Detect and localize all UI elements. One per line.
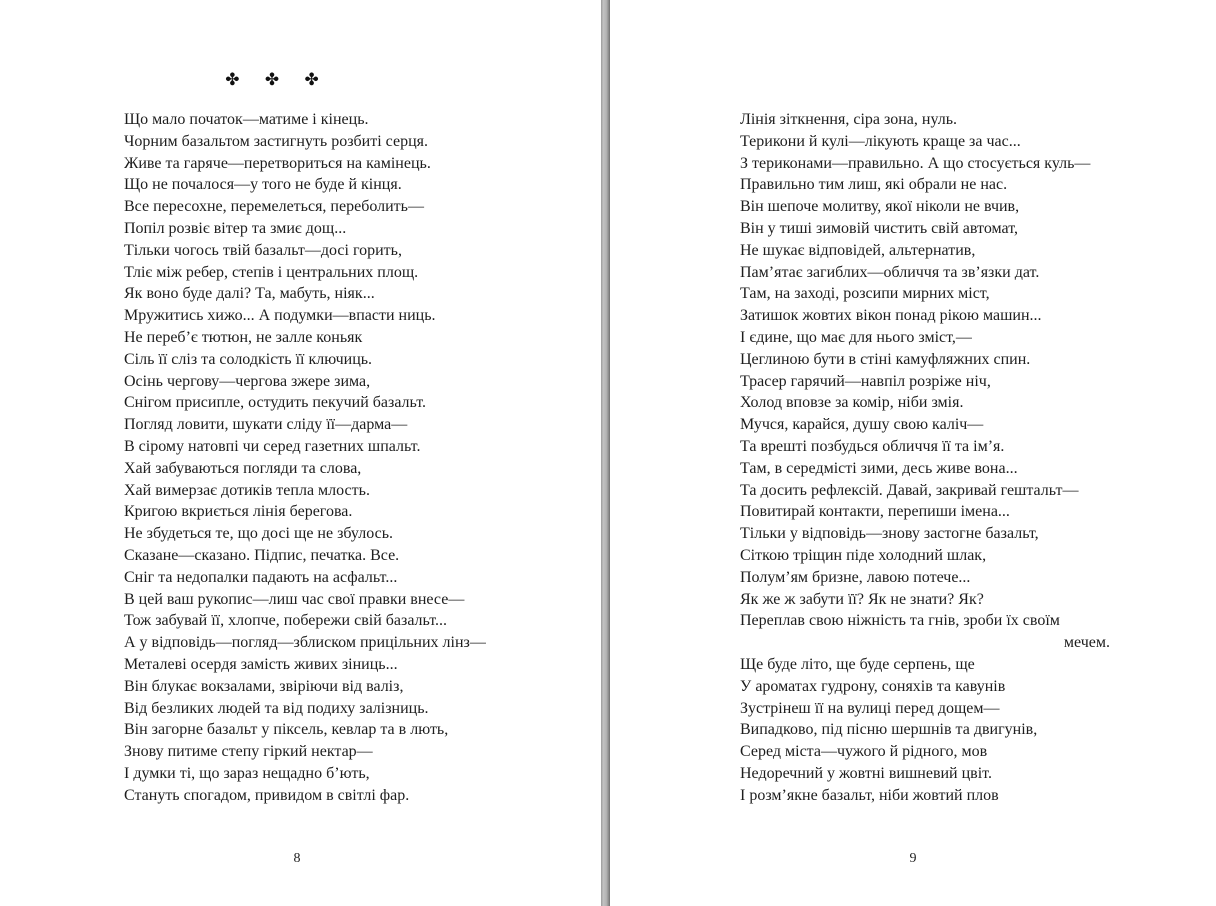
poem-line: І думки ті, що зараз нещадно б’ють,: [124, 764, 370, 782]
poem-line: Тільки у відповідь—знову застогне базальт,: [740, 525, 1039, 543]
poem-line: Він загорне базальт у піксель, кевлар та в лють,: [124, 721, 449, 739]
poem-line: Тільки чогось твій базальт—досі горить,: [124, 241, 402, 259]
poem-line: Пам’ятає загиблих—обличчя та зв’язки дат.: [740, 263, 1040, 281]
poem-line: Сніг та недопалки падають на асфальт...: [124, 568, 398, 586]
poem-line: Як воно буде далі? Та, мабуть, ніяк...: [124, 285, 375, 303]
poem-line: В цей ваш рукопис—лиш час свої правки внесе—: [124, 590, 465, 608]
poem-line: З териконами—правильно. А що стосується куль—: [740, 154, 1091, 172]
poem-text-right: [740, 109, 1110, 807]
poem-line: Снігом присипле, остудить пекучий базальт.: [124, 394, 427, 412]
poem-line: Там, в середмісті зими, десь живе вона...: [740, 459, 1018, 477]
poem-line: Недоречний у жовтні вишневий цвіт.: [740, 764, 992, 782]
poem-line: Холод вповзе за комір, ніби змія.: [740, 394, 964, 412]
poem-line: Там, на заході, розсипи мирних міст,: [740, 285, 990, 303]
poem-line: Цеглиною бути в стіні камуфляжних спин.: [740, 350, 1031, 368]
poem-line: Сіткою тріщин піде холодний шлак,: [740, 546, 987, 564]
poem-text-left: [124, 109, 524, 807]
poem-line: Не збудеться те, що досі ще не збулось.: [124, 525, 394, 543]
poem-line: Правильно тим лиш, які обрали не нас.: [740, 176, 1008, 194]
poem-line: Сказане—сказано. Підпис, печатка. Все.: [124, 546, 400, 564]
poem-line: Терикони й кулі—лікують краще за час...: [740, 132, 1021, 150]
poem-line: Не переб’є тютюн, не залле коньяк: [124, 328, 363, 346]
poem-line: А у відповідь—погляд—зблиском прицільних лінз—: [124, 634, 486, 652]
poem-line: Кригою вкриється лінія берегова.: [124, 503, 353, 521]
poem-line: Попіл розвіє вітер та змиє дощ...: [124, 219, 347, 237]
poem-line: Металеві осердя замість живих зіниць...: [124, 655, 398, 673]
poem-line: Чорним базальтом застигнуть розбиті серця.: [124, 132, 428, 150]
poem-line: Хай забуваються погляди та слова,: [124, 459, 362, 477]
poem-line: І єдине, що має для нього зміст,—: [740, 328, 972, 346]
poem-line: Знову питиме степу гіркий нектар—: [124, 743, 373, 761]
poem-line: Трасер гарячий—навпіл розріже ніч,: [740, 372, 991, 390]
poem-line: Лінія зіткнення, сіра зона, нуль.: [740, 111, 958, 128]
poem-line: Хай вимерзає дотиків тепла млость.: [124, 481, 370, 499]
poem-line: Ще буде літо, ще буде серпень, ще: [740, 655, 975, 673]
poem-line: Мружитись хижо... А подумки—впасти ниць.: [124, 307, 436, 325]
poem-line: Як же ж забути її? Як не знати? Як?: [740, 590, 984, 608]
page-left: [0, 0, 602, 906]
poem-line: Що не почалося—у того не буде й кінця.: [124, 176, 402, 194]
poem-line: Та врешті позбудься обличчя її та ім’я.: [740, 437, 1005, 455]
page-number-left: 8: [293, 851, 301, 866]
page-right: [610, 0, 1216, 906]
poem-line: Повитирай контакти, перепиши імена...: [740, 503, 1010, 521]
poem-line: Полум’ям бризне, лавою потече...: [740, 568, 971, 586]
poem-line: Затишок жовтих вікон понад рікою машин...: [740, 307, 1042, 325]
poem-line: Зустрінеш її на вулиці перед дощем—: [740, 699, 1000, 717]
poem-line: Живе та гаряче—перетвориться на камінець.: [124, 154, 431, 172]
poem-line: Стануть спогадом, привидом в світлі фар.: [124, 786, 410, 804]
poem-line: Що мало початок—матиме і кінець.: [124, 111, 369, 128]
page-number-right: 9: [909, 851, 917, 866]
poem-line: Він у тиші зимовій чистить свій автомат,: [740, 219, 1019, 237]
poem-line: Тож забувай її, хлопче, побережи свій базальт...: [124, 612, 448, 630]
poem-line: мечем.: [1063, 634, 1110, 652]
poem-line: Він блукає вокзалами, звіріючи від валіз,: [124, 677, 404, 695]
page-divider: [601, 0, 610, 906]
poem-line: Тліє між ребер, степів і центральних площ.: [124, 263, 419, 281]
poem-line: Осінь чергову—чергова зжере зима,: [124, 372, 371, 390]
poem-line: Випадково, під пісню шершнів та двигунів,: [740, 721, 1038, 739]
poem-line: В сірому натовпі чи серед газетних шпальт.: [124, 437, 421, 455]
poem-line: І розм’якне базальт, ніби жовтий плов: [740, 786, 999, 804]
poem-line: Він шепоче молитву, якої ніколи не вчив,: [740, 198, 1020, 216]
section-break-ornament: ✤ ✤ ✤: [225, 70, 329, 90]
poem-line: У ароматах гудрону, соняхів та кавунів: [740, 677, 1006, 695]
poem-line: Не шукає відповідей, альтернатив,: [740, 241, 976, 259]
poem-line: Серед міста—чужого й рідного, мов: [740, 743, 988, 761]
poem-line: Від безликих людей та від подиху залізниць.: [124, 699, 429, 717]
poem-line: Переплав свою ніжність та гнів, зроби їх своїм: [740, 612, 1060, 630]
poem-line: Сіль її сліз та солодкість її ключиць.: [124, 350, 373, 368]
poem-line: Все пересохне, перемелеться, переболить—: [124, 198, 424, 216]
poem-line: Та досить рефлексій. Давай, закривай гештальт—: [740, 481, 1079, 499]
poem-line: Погляд ловити, шукати сліду її—дарма—: [124, 416, 408, 434]
poem-line: Мучся, карайся, душу свою каліч—: [740, 416, 984, 434]
